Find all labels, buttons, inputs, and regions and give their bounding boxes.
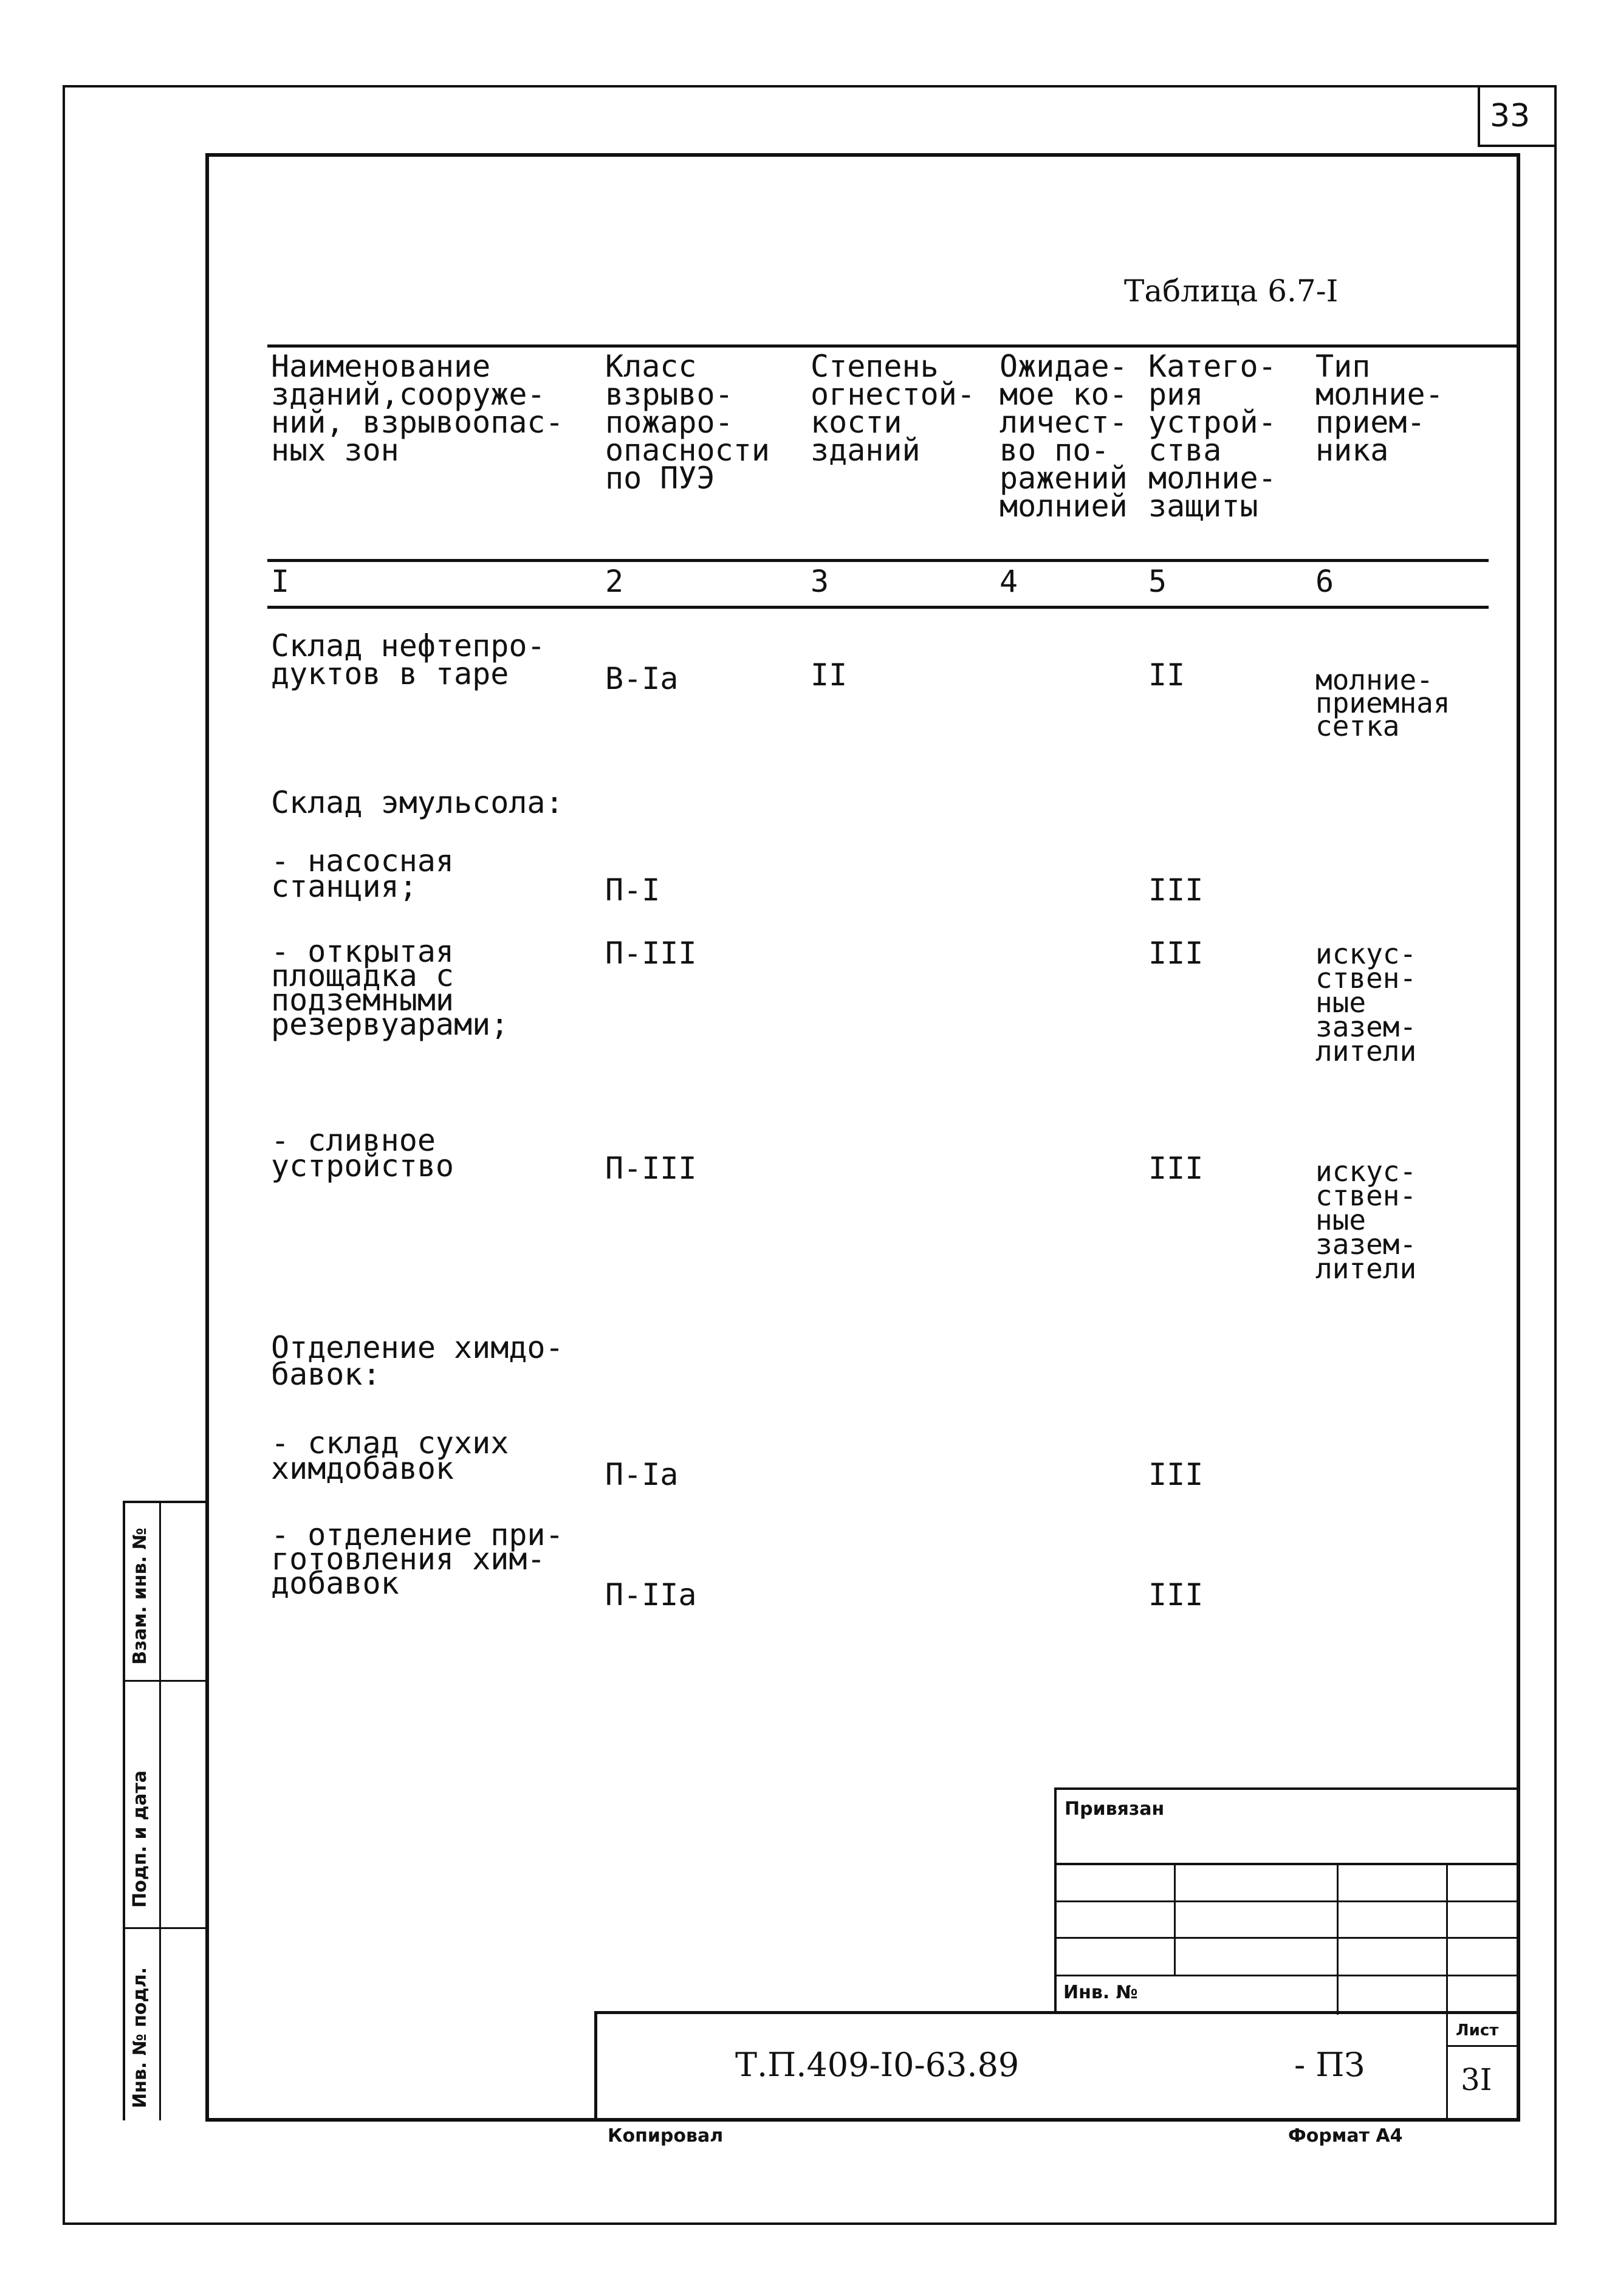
column-header-class: Класс взрыво- пожаро- опасности по ПУЭ [605,349,770,496]
column-number: 6 [1315,564,1334,599]
table-row-name: - насосная станция; [271,843,454,904]
stamp-attached-row3 [1054,1937,1519,1939]
side-strip-sep-1 [123,1680,208,1682]
stamp-attached-label: Привязан [1065,1798,1165,1820]
sheet-label: Лист [1456,2021,1499,2040]
table-cell-class: П-III [605,1151,697,1186]
table-title: Таблица 6.7-I [1124,273,1339,309]
column-header-fire: Степень огнестой- кости зданий [811,349,975,468]
side-strip-top [123,1501,208,1503]
side-label-inv-podl: Инв. № подл. [129,1967,151,2108]
outer-frame-bottom [63,2222,1555,2225]
table-row-name: - сливное устройство [271,1123,454,1184]
table-cell-category: III [1148,872,1204,908]
table-cell-class: П-Iа [605,1457,679,1492]
inner-frame-bottom [205,2118,1520,2122]
stamp-attached-col3 [1446,1863,1448,2015]
stamp-main-left [594,2011,597,2120]
page-number: 33 [1490,98,1531,134]
stamp-attached-col1 [1174,1863,1176,1976]
side-strip-sep-2 [123,1927,208,1929]
table-row-name: Склад эмульсола: [271,785,564,820]
table-rule-top [267,344,1519,348]
column-number: 3 [811,564,829,599]
page-number-box-right [1554,85,1557,147]
column-number: I [271,564,290,599]
column-header-category: Катего- рия устрой- ства молние- защиты [1148,349,1277,524]
outer-frame-left [63,85,65,2224]
footer-copied: Копировал [608,2125,724,2147]
table-cell-type: молние- приемная сетка [1315,663,1450,742]
table-row-name: Отделение химдо- бавок: [271,1330,564,1392]
stamp-sheet-left [1446,2011,1448,2120]
stamp-attached-top [1054,1787,1519,1790]
column-header-expected: Ожидае- мое ко- личест- во по- ражений молнией [1000,349,1128,524]
table-cell-category: III [1148,1457,1204,1492]
table-cell-class: П-I [605,872,660,908]
inner-frame-top [205,153,1519,157]
column-number: 2 [605,564,624,599]
side-strip-divider [159,1501,161,2120]
column-number: 5 [1148,564,1167,599]
page-number-box-bottom [1478,145,1557,147]
table-cell-type: искус- ствен- ные зазем- лители [1315,1155,1417,1285]
column-header-type: Тип молние- прием- ника [1315,349,1444,468]
stamp-attached-row2 [1054,1900,1519,1902]
page-number-box-left [1478,85,1480,147]
document-code: Т.П.409-I0-63.89 [735,2046,1020,2084]
sheet-number: 3I [1461,2062,1492,2097]
table-cell-fire: II [811,657,848,693]
document-suffix: - ПЗ [1294,2046,1365,2084]
table-cell-class: В-Iа [605,661,679,696]
table-row-name: - склад сухих химдобавок [271,1425,509,1486]
stamp-attached-row4 [1054,1975,1519,1976]
outer-frame-right [1554,145,1557,2225]
inner-frame-right [1517,153,1520,2122]
stamp-attached-row1 [1054,1863,1519,1865]
column-header-name: Наименование зданий,сооруже- ний, взрывоопас- ных зон [271,349,564,468]
stamp-inv-label: Инв. № [1063,1982,1138,2003]
page-number-box-top [1478,85,1557,87]
footer-format: Формат А4 [1288,2125,1403,2147]
table-rule-numbers-bottom [267,606,1489,609]
inner-frame-left [205,153,209,2122]
table-rule-header-bottom [267,559,1489,562]
table-row-name: - отделение при- готовления хим- добавок [271,1517,564,1601]
column-number: 4 [1000,564,1018,599]
table-cell-category: III [1148,1577,1204,1612]
stamp-main-top [594,2011,1519,2014]
side-strip-left [123,1501,125,2120]
outer-frame-top [63,85,1480,87]
table-cell-class: П-III [605,936,697,971]
stamp-attached-col2 [1337,1863,1339,2015]
table-row-name: - открытая площадка с подземными резервуарами; [271,934,509,1042]
table-cell-category: III [1148,1151,1204,1186]
table-cell-type: искус- ствен- ные зазем- лители [1315,937,1417,1067]
stamp-sheet-sep [1446,2045,1519,2047]
table-cell-category: II [1148,657,1185,693]
table-cell-category: III [1148,936,1204,971]
table-cell-class: П-IIа [605,1577,697,1612]
side-label-vzam: Взам. инв. № [129,1527,151,1665]
table-row-name: Склад нефтепро- дуктов в таре [271,628,546,691]
side-label-podp: Подп. и дата [129,1770,151,1908]
